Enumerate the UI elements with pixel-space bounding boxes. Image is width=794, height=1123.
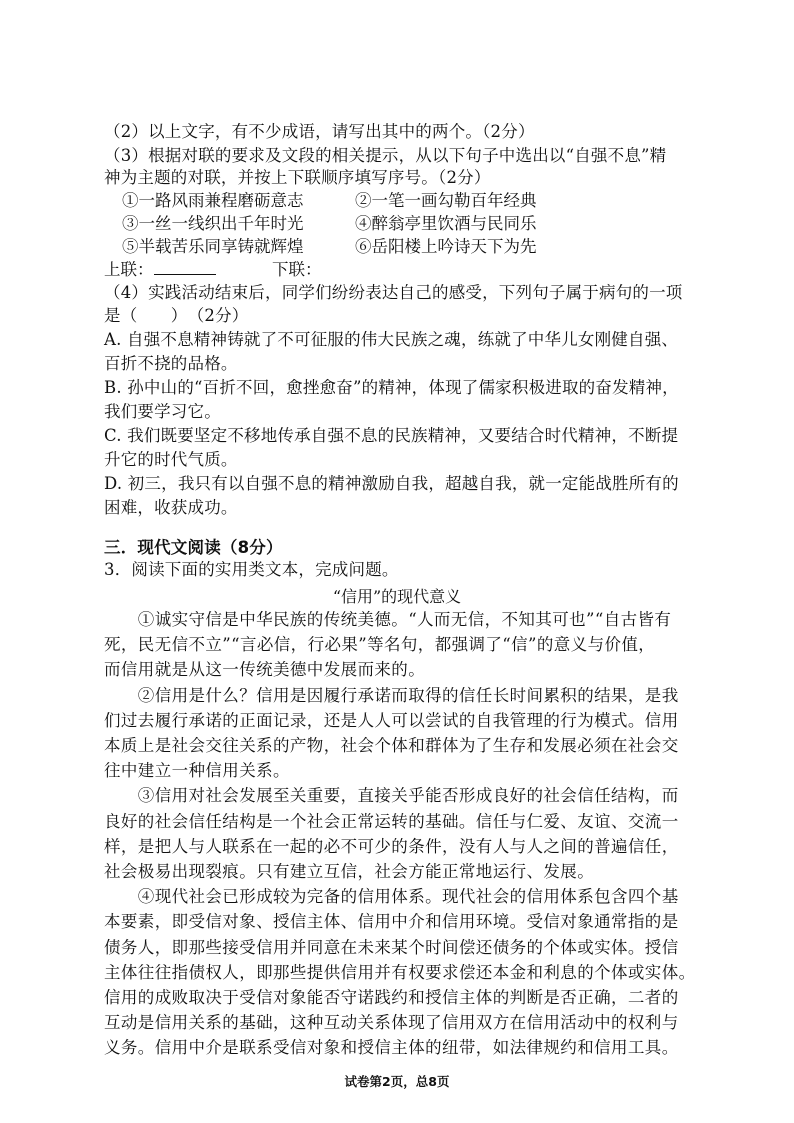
section-3-instruction: 3．阅读下面的实用类文本，完成问题。 [104,560,399,579]
couplet-option-3: ③一丝一线织出千年时光 [122,214,304,233]
choice-c-line-2: 升它的时代气质。 [104,450,238,469]
question-4-line-2: 是（ ） （2分） [104,306,249,325]
choice-d-line-1: D. 初三，我只有以自强不息的精神激励自我，超越自我，就一定能战胜所有的 [104,474,679,493]
choice-b-line-2: 我们要学习它。 [104,402,221,421]
couplet-option-5: ⑤半载苦乐同享铸就辉煌 [122,237,304,256]
upper-couplet-blank[interactable] [154,258,216,275]
article-line: 主体往往指债权人，即那些提供信用并有权要求偿还本金和利息的个体或实体。 [104,962,696,982]
article-line: 良好的社会信任结构是一个社会正常运转的基础。信任与仁爱、友谊、交流一 [104,811,679,831]
upper-couplet-answer [104,258,216,281]
article-line: 信用的成败取决于受信对象能否守诺践约和授信主体的判断是否正确，二者的 [104,988,679,1008]
question-3-line-1: （3）根据对联的要求及文段的相关提示，从以下句子中选出以“自强不息”精 [104,146,667,165]
article-line: 往中建立一种信用关系。 [104,761,290,781]
choice-c-line-1: C. 我们既要坚定不移地传承自强不息的民族精神，又要结合时代精神，不断提 [104,426,679,445]
question-4-line-1: （4）实践活动结束后，同学们纷纷表达自己的感受，下列句子属于病句的一项 [104,283,683,302]
lower-couplet-label: 下联： [272,260,322,279]
question-2: （2）以上文字，有不少成语，请写出其中的两个。（2分） [104,122,535,141]
couplet-option-6: ⑥岳阳楼上吟诗天下为先 [355,237,537,256]
article-line: 社会极易出现裂痕。只有建立互信，社会方能正常地运行、发展。 [104,862,595,882]
couplet-option-2: ②一笔一画勾勒百年经典 [355,191,537,210]
choice-b-line-1: B. 孙中山的“百折不回，愈挫愈奋”的精神，体现了儒家积极进取的奋发精神， [104,378,679,397]
article-line: 本要素，即受信对象、授信主体、信用中介和信用环境。受信对象通常指的是 [104,912,679,932]
question-3-line-2: 神为主题的对联，并按上下联顺序填写序号。（2分） [104,168,491,187]
article-line: 互动是信用关系的基础，这种互动关系体现了信用双方在信用活动中的权利与 [104,1013,679,1033]
article-line: 本质上是社会交往关系的产物，社会个体和群体为了生存和发展必须在社会交 [104,736,679,756]
article-line: 义务。信用中介是联系受信对象和授信主体的纽带，如法律规约和信用工具。 [104,1038,679,1058]
article-line: ④现代社会已形成较为完备的信用体系。现代社会的信用体系包含四个基 [104,887,679,907]
choice-a-line-2: 百折不挠的品格。 [104,354,238,373]
article-line: 死，民无信不立”“言必信，行必果”等名句，都强调了“信”的意义与价值， [104,635,656,655]
article-line: 债务人，即那些接受信用并同意在未来某个时间偿还债务的个体或实体。授信 [104,937,679,957]
page-footer: 试卷第2页，总8页 [344,1074,450,1089]
article-line: ③信用对社会发展至关重要，直接关乎能否形成良好的社会信任结构，而 [104,786,679,806]
section-3-heading: 三．现代文阅读（8分） [104,538,283,557]
couplet-option-1: ①一路风雨兼程磨砺意志 [122,191,304,210]
article-line: ①诚实守信是中华民族的传统美德。“人而无信，不知其可也”“自古皆有 [104,610,672,629]
article-title: “信用”的现代意义 [332,587,462,606]
article-line: 而信用就是从这一传统美德中发展而来的。 [104,660,426,680]
upper-couplet-label: 上联： [104,260,154,279]
choice-a-line-1: A. 自强不息精神铸就了不可征服的伟大民族之魂，练就了中华儿女刚健自强、 [104,330,679,349]
article-body [104,607,696,1061]
article-line: ②信用是什么？信用是因履行承诺而取得的信任长时间累积的结果，是我 [104,685,679,705]
article-line: 们过去履行承诺的正面记录，还是人人可以尝试的自我管理的行为模式。信用 [104,710,679,730]
choice-d-line-2: 困难，收获成功。 [104,498,238,517]
couplet-option-4: ④醉翁亭里饮酒与民同乐 [355,214,537,233]
article-line: 样，是把人与人联系在一起的必不可少的条件，没有人与人之间的普遍信任， [104,836,679,856]
